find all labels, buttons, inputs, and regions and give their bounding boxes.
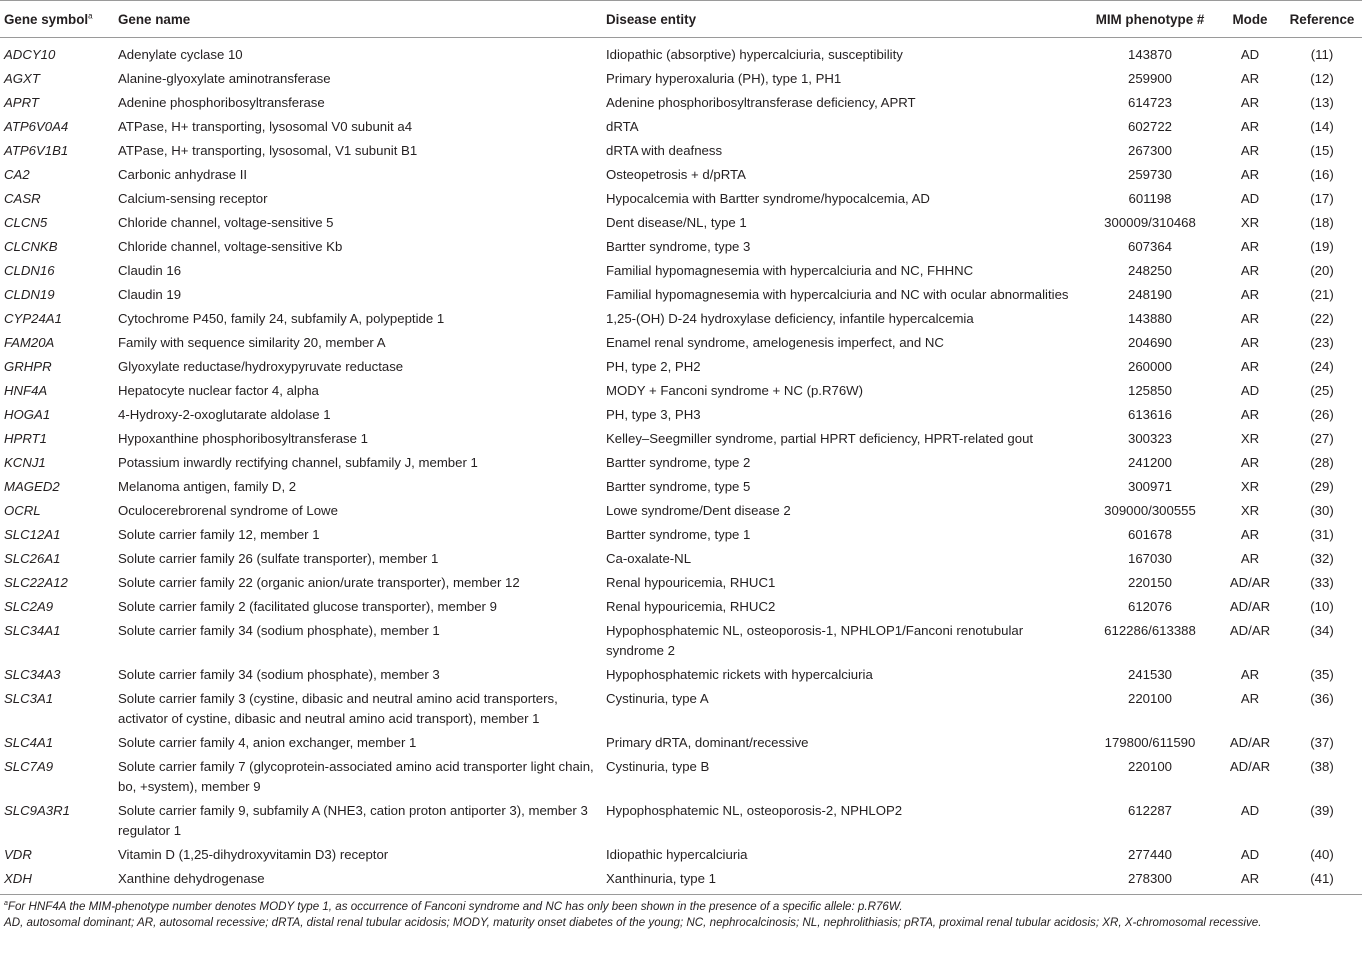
gene-name-cell: Claudin 19 [118,287,182,302]
table-row [0,755,1362,799]
gene-name-cell: 4-Hydroxy-2-oxoglutarate aldolase 1 [118,407,331,422]
gene-name-cell: Solute carrier family 34 (sodium phosphate), member 3 [118,667,440,682]
mim-phenotype-cell: 220100 [1127,691,1172,706]
gene-symbol-cell: HOGA1 [4,407,51,422]
mim-phenotype-cell: 260000 [1127,359,1172,374]
mim-phenotype-cell: 143880 [1127,311,1172,326]
mode-cell: AR [1240,455,1260,470]
gene-name-cell: ATPase, H+ transporting, lysosomal, V1 subunit B1 [118,143,418,158]
mode-cell: AR [1240,359,1260,374]
gene-name-cell: Glyoxylate reductase/hydroxypyruvate reductase [118,359,404,374]
disease-entity-cell: Hypophosphatemic NL, osteoporosis-2, NPHLOP2 [606,803,903,818]
table-row [0,523,1362,547]
disease-entity-cell: Lowe syndrome/Dent disease 2 [606,503,791,518]
table-row [0,663,1362,687]
disease-entity-cell: Bartter syndrome, type 5 [606,479,751,494]
mim-phenotype-cell: 614723 [1127,95,1172,110]
table-row [0,163,1362,187]
footnote-marker: a [88,11,93,21]
reference-cell: (14) [1310,119,1334,134]
reference-cell: (40) [1310,847,1334,862]
gene-name-cell: Solute carrier family 4, anion exchanger, member 1 [118,735,417,750]
gene-name-cell: Calcium-sensing receptor [118,191,268,206]
reference-cell: (26) [1310,407,1334,422]
gene-name-cell: Chloride channel, voltage-sensitive 5 [118,215,334,230]
mode-cell: XR [1240,479,1260,494]
mode-cell: AD [1240,847,1260,862]
gene-name-cell: Solute carrier family 7 (glycoprotein-associated amino acid transporter light chain, bo, +system), member 9 [118,759,594,794]
mode-cell: AD/AR [1229,759,1271,774]
mode-cell: AR [1240,335,1260,350]
reference-cell: (38) [1310,759,1334,774]
mode-cell: AR [1240,527,1260,542]
gene-symbol-cell: XDH [0,867,114,895]
reference-cell: (34) [1310,623,1334,638]
table-row [0,475,1362,499]
reference-cell: (25) [1310,383,1334,398]
mim-phenotype-cell: 601198 [1128,191,1172,206]
mode-cell: AR [1240,287,1260,302]
gene-symbol-cell: SLC12A1 [4,527,61,542]
reference-cell: (30) [1310,503,1334,518]
gene-name-cell: Potassium inwardly rectifying channel, subfamily J, member 1 [118,455,478,470]
disease-entity-cell: Hypophosphatemic NL, osteoporosis-1, NPHLOP1/Fanconi renotubular syndrome 2 [606,623,1024,658]
mim-phenotype-cell: 220100 [1127,759,1172,774]
reference-cell: (20) [1310,263,1334,278]
gene-name-cell: Claudin 16 [118,263,182,278]
mode-cell: AR [1240,143,1260,158]
reference-cell: (22) [1310,311,1334,326]
table-row [0,547,1362,571]
gene-symbol-cell: SLC9A3R1 [4,803,70,818]
mim-phenotype-cell: 601678 [1127,527,1172,542]
table-row [0,867,1362,895]
table-row [0,403,1362,427]
gene-symbol-cell: MAGED2 [4,479,60,494]
mim-phenotype-cell: 259730 [1127,167,1172,182]
mode-cell: AR [1240,667,1260,682]
reference-cell: (21) [1310,287,1334,302]
mim-phenotype-cell: 309000/300555 [1104,503,1196,518]
mim-phenotype-cell: 612286/613388 [1104,623,1196,638]
disease-entity-cell: Renal hypouricemia, RHUC1 [606,575,776,590]
mode-cell: AR [1240,95,1260,110]
disease-entity-cell: Osteopetrosis + d/pRTA [606,167,746,182]
gene-symbol-cell: CLDN19 [4,287,55,302]
gene-symbol-cell: SLC34A3 [4,667,61,682]
header-gene-symbol-label: Gene symbol [4,12,89,27]
gene-symbol-cell: KCNJ1 [4,455,46,470]
reference-cell: (27) [1310,431,1334,446]
table-row [0,843,1362,867]
table-body [0,38,1362,895]
mim-phenotype-cell: 607364 [1127,239,1172,254]
gene-name-cell: ATPase, H+ transporting, lysosomal V0 subunit a4 [118,119,413,134]
mim-phenotype-cell: 204690 [1127,335,1172,350]
reference-cell: (12) [1310,71,1334,86]
gene-name-cell: Solute carrier family 9, subfamily A (NHE3, cation proton antiporter 3), member 3 regulator 1 [118,803,588,838]
table-row [0,283,1362,307]
mim-phenotype-cell: 241530 [1127,667,1172,682]
disease-entity-cell: Xanthinuria, type 1 [602,867,1082,895]
reference-cell: (33) [1310,575,1334,590]
mim-phenotype-cell: 167030 [1127,551,1172,566]
mim-phenotype-cell: 612076 [1127,599,1172,614]
gene-name-cell: Oculocerebrorenal syndrome of Lowe [118,503,338,518]
gene-name-cell: Melanoma antigen, family D, 2 [118,479,297,494]
mode-cell: AD/AR [1229,735,1271,750]
reference-cell: (16) [1310,167,1334,182]
gene-name-cell: Family with sequence similarity 20, member A [118,335,386,350]
mim-phenotype-cell: 220150 [1127,575,1172,590]
mode-cell: AR [1240,239,1260,254]
gene-name-cell: Alanine-glyoxylate aminotransferase [118,71,331,86]
gene-name-cell: Hepatocyte nuclear factor 4, alpha [118,383,319,398]
reference-cell: (28) [1310,455,1334,470]
mim-phenotype-cell: 248190 [1127,287,1172,302]
mode-cell: XR [1240,215,1260,230]
mode-cell: AR [1240,407,1260,422]
disease-entity-cell: Idiopathic hypercalciuria [606,847,748,862]
mim-phenotype-cell: 300971 [1127,479,1172,494]
disease-entity-cell: Ca-oxalate-NL [606,551,692,566]
header-mim-phenotype: MIM phenotype # [1082,1,1218,38]
table-row [0,355,1362,379]
gene-symbol-cell: FAM20A [4,335,55,350]
reference-cell: (32) [1310,551,1334,566]
mode-cell: AR [1240,263,1260,278]
gene-symbol-cell: SLC4A1 [4,735,54,750]
mim-phenotype-cell: 125850 [1127,383,1172,398]
mode-cell: AR [1240,691,1260,706]
mode-cell: XR [1240,431,1260,446]
table-row [0,307,1362,331]
gene-symbol-cell: HNF4A [4,383,48,398]
gene-name-cell: Vitamin D (1,25-dihydroxyvitamin D3) receptor [118,847,389,862]
mim-phenotype-cell: 612287 [1127,803,1172,818]
disease-entity-cell: Familial hypomagnesemia with hypercalciuria and NC with ocular abnormalities [606,287,1069,302]
table-footnotes [0,895,1362,931]
table-row [0,115,1362,139]
mode-cell: XR [1240,503,1260,518]
mim-phenotype-cell: 278300 [1082,867,1218,895]
gene-name-cell: Adenine phosphoribosyltransferase [118,95,325,110]
reference-cell: (13) [1310,95,1334,110]
reference-cell: (19) [1310,239,1334,254]
gene-symbol-cell: OCRL [4,503,41,518]
gene-symbol-cell: CYP24A1 [4,311,62,326]
table-row [0,38,1362,68]
header-mode: Mode [1218,1,1282,38]
gene-name-cell: Solute carrier family 2 (facilitated glucose transporter), member 9 [118,599,497,614]
gene-symbol-cell: APRT [4,95,39,110]
gene-symbol-cell: GRHPR [4,359,52,374]
mode-cell: AD [1240,191,1260,206]
mode-cell: AD/AR [1229,623,1271,638]
mode-cell: AD/AR [1229,575,1271,590]
mim-phenotype-cell: 613616 [1127,407,1172,422]
gene-symbol-cell: CLDN16 [4,263,55,278]
table-row [0,139,1362,163]
gene-symbol-cell: SLC22A12 [4,575,68,590]
reference-cell: (39) [1310,803,1334,818]
table-row [0,427,1362,451]
table-row [0,259,1362,283]
disease-entity-cell: Bartter syndrome, type 3 [606,239,751,254]
disease-entity-cell: Hypocalcemia with Bartter syndrome/hypocalcemia, AD [606,191,930,206]
mim-phenotype-cell: 602722 [1127,119,1172,134]
mim-phenotype-cell: 277440 [1127,847,1172,862]
disease-entity-cell: Cystinuria, type A [606,691,709,706]
gene-name-cell: Carbonic anhydrase II [118,167,248,182]
mode-cell: AD [1240,383,1260,398]
reference-cell: (37) [1310,735,1334,750]
gene-name-cell: Solute carrier family 22 (organic anion/urate transporter), member 12 [118,575,520,590]
table-row [0,499,1362,523]
disease-entity-cell: Primary hyperoxaluria (PH), type 1, PH1 [606,71,842,86]
reference-cell: (23) [1310,335,1334,350]
gene-symbol-cell: CLCNKB [4,239,58,254]
gene-symbol-cell: CLCN5 [4,215,48,230]
footnote-a [4,899,1358,915]
table-row [0,731,1362,755]
disease-entity-cell: Bartter syndrome, type 2 [606,455,751,470]
gene-symbol-cell: SLC3A1 [4,691,54,706]
footnote-abbreviations: AD, autosomal dominant; AR, autosomal recessive; dRTA, distal renal tubular acidosis; MODY, maturity onset diabetes of the young; NC, nephrocalcinosis; NL, nephrolithiasis; pRTA, proximal renal tubular acidosis; XR, X-chromosomal recessive. [4,916,1262,929]
table-row [0,687,1362,731]
disease-entity-cell: PH, type 2, PH2 [606,359,701,374]
gene-symbol-cell: HPRT1 [4,431,47,446]
table-row [0,571,1362,595]
mode-cell: AR [1240,311,1260,326]
disease-entity-cell: Hypophosphatemic rickets with hypercalciuria [606,667,873,682]
mode-cell: AR [1240,71,1260,86]
mode-cell: AD/AR [1229,599,1271,614]
disease-entity-cell: dRTA with deafness [606,143,723,158]
footnote-a-text: For HNF4A the MIM-phenotype number denotes MODY type 1, as occurrence of Fanconi syndrome and NC has only been shown in the presence of a specific allele: p.R76W. [7,900,903,913]
reference-cell: (17) [1310,191,1334,206]
gene-symbol-cell: CASR [4,191,41,206]
gene-symbol-cell: ATP6V0A4 [4,119,69,134]
mim-phenotype-cell: 179800/611590 [1104,735,1196,750]
table-row [0,67,1362,91]
mim-phenotype-cell: 143870 [1127,47,1172,62]
table-row [0,187,1362,211]
mode-cell: AD [1240,47,1260,62]
gene-symbol-cell: SLC26A1 [4,551,61,566]
gene-symbol-cell: ADCY10 [4,47,56,62]
gene-symbol-cell: SLC7A9 [4,759,54,774]
table-row [0,235,1362,259]
reference-cell: (11) [1310,47,1334,62]
gene-symbol-cell: SLC34A1 [4,623,61,638]
disease-entity-cell: Enamel renal syndrome, amelogenesis imperfect, and NC [606,335,944,350]
table-row [0,799,1362,843]
reference-cell: (41) [1282,867,1362,895]
gene-name-cell: Hypoxanthine phosphoribosyltransferase 1 [118,431,368,446]
mim-phenotype-cell: 300009/310468 [1104,215,1196,230]
mode-cell: AR [1240,119,1260,134]
mode-cell: AR [1240,551,1260,566]
disease-entity-cell: Renal hypouricemia, RHUC2 [606,599,776,614]
gene-name-cell: Solute carrier family 12, member 1 [118,527,320,542]
gene-name-cell: Solute carrier family 3 (cystine, dibasic and neutral amino acid transporters, activator of cystine, dibasic and neutral amino acid transport), member 1 [118,691,558,726]
table-row [0,211,1362,235]
footnote-a-marker: a [4,900,8,908]
table-row [0,331,1362,355]
disease-entity-cell: dRTA [606,119,639,134]
gene-name-cell: Cytochrome P450, family 24, subfamily A, polypeptide 1 [118,311,445,326]
header-gene-symbol [0,1,114,38]
reference-cell: (10) [1310,599,1334,614]
header-disease-entity: Disease entity [602,1,1082,38]
reference-cell: (18) [1310,215,1334,230]
header-reference: Reference [1282,1,1362,38]
gene-symbol-cell: CA2 [4,167,30,182]
mode-cell: AD [1240,803,1260,818]
table-row [0,451,1362,475]
disease-entity-cell: Adenine phosphoribosyltransferase deficiency, APRT [606,95,916,110]
disease-entity-cell: MODY + Fanconi syndrome + NC (p.R76W) [606,383,863,398]
mim-phenotype-cell: 248250 [1127,263,1172,278]
disease-entity-cell: Primary dRTA, dominant/recessive [606,735,809,750]
mim-phenotype-cell: 300323 [1127,431,1172,446]
gene-symbol-cell: SLC2A9 [4,599,54,614]
header-gene-name: Gene name [114,1,602,38]
disease-entity-cell: 1,25-(OH) D-24 hydroxylase deficiency, infantile hypercalcemia [606,311,974,326]
table-row [0,595,1362,619]
disease-entity-cell: Bartter syndrome, type 1 [606,527,751,542]
reference-cell: (24) [1310,359,1334,374]
gene-symbol-cell: AGXT [4,71,40,86]
disease-entity-cell: Cystinuria, type B [606,759,710,774]
mim-phenotype-cell: 259900 [1127,71,1172,86]
mim-phenotype-cell: 241200 [1127,455,1172,470]
disease-entity-cell: PH, type 3, PH3 [606,407,701,422]
gene-name-cell: Chloride channel, voltage-sensitive Kb [118,239,343,254]
disease-entity-cell: Kelley–Seegmiller syndrome, partial HPRT deficiency, HPRT-related gout [606,431,1034,446]
reference-cell: (36) [1310,691,1334,706]
gene-name-cell: Solute carrier family 26 (sulfate transporter), member 1 [118,551,439,566]
table-row [0,379,1362,403]
gene-symbol-cell: VDR [4,847,32,862]
reference-cell: (29) [1310,479,1334,494]
table-row [0,91,1362,115]
gene-name-cell: Solute carrier family 34 (sodium phosphate), member 1 [118,623,440,638]
gene-name-cell: Adenylate cyclase 10 [118,47,243,62]
disease-entity-cell: Idiopathic (absorptive) hypercalciuria, susceptibility [606,47,903,62]
table-header [0,1,1362,38]
disease-entity-cell: Familial hypomagnesemia with hypercalciuria and NC, FHHNC [606,263,974,278]
gene-name-cell: Xanthine dehydrogenase [114,867,602,895]
mim-phenotype-cell: 267300 [1127,143,1172,158]
reference-cell: (35) [1310,667,1334,682]
reference-cell: (31) [1310,527,1334,542]
header-row [0,1,1362,38]
mode-cell: AR [1240,167,1260,182]
mode-cell: AR [1218,867,1282,895]
table-row [0,619,1362,663]
gene-symbol-cell: ATP6V1B1 [4,143,69,158]
disease-entity-cell: Dent disease/NL, type 1 [606,215,747,230]
reference-cell: (15) [1310,143,1334,158]
